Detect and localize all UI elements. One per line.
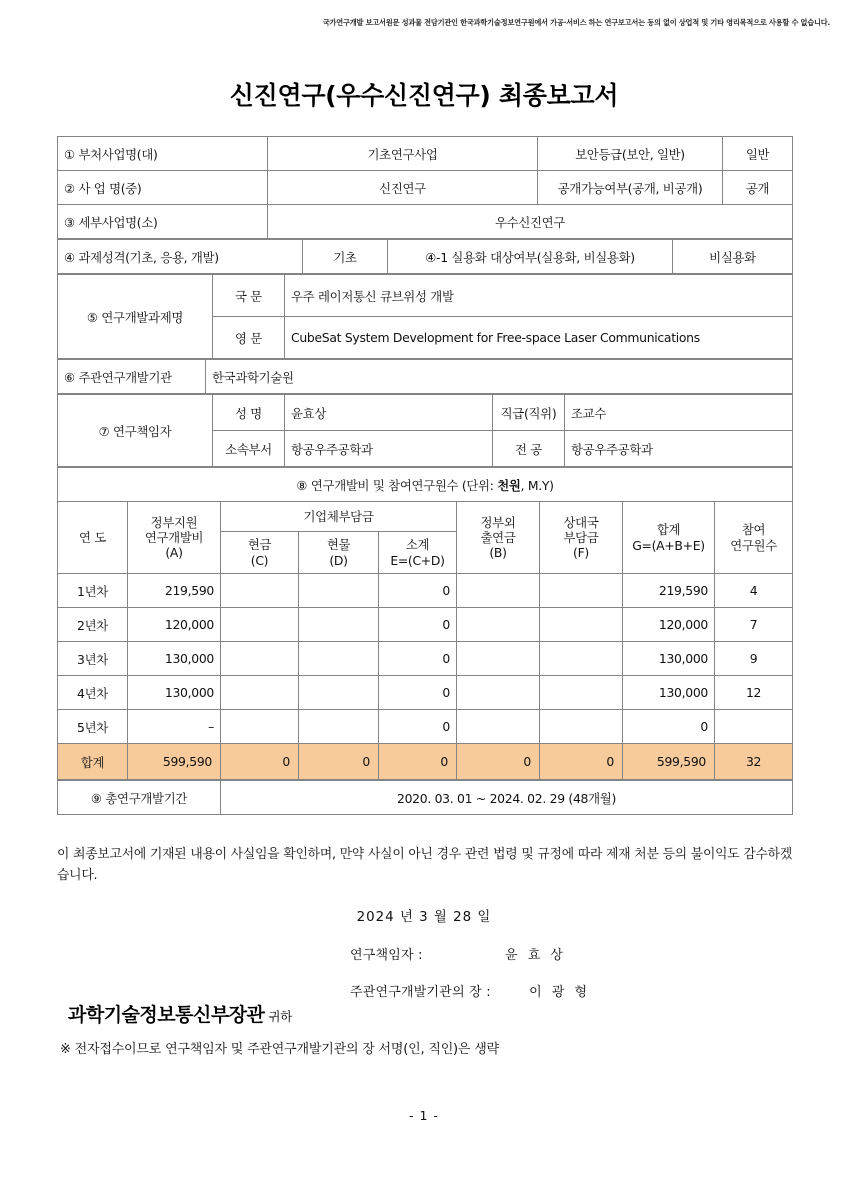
cell-researchers: 7 xyxy=(715,608,793,642)
page-number: - 1 - xyxy=(409,1108,439,1123)
table-row-detail-program xyxy=(58,205,793,239)
cell-gov-support: 219,590 xyxy=(128,574,221,608)
label-detail-program: ③ 세부사업명(소) xyxy=(58,205,268,239)
minister-honorific: 귀하 xyxy=(268,1009,293,1024)
cell-total-gov-support: 599,590 xyxy=(128,744,221,780)
institution-signature-row xyxy=(350,981,590,1000)
cell-total-subtotal: 0 xyxy=(379,744,457,780)
cell-year: 5년차 xyxy=(58,710,128,744)
label-research-period: ⑨ 총연구개발기간 xyxy=(58,781,221,815)
cell-total-nongov: 0 xyxy=(457,744,540,780)
header-inkind-line2: (D) xyxy=(329,552,348,568)
table-row-ministry-program xyxy=(58,137,793,171)
label-pi-position: 직급(직위) xyxy=(493,395,565,431)
header-grand-total xyxy=(623,502,715,574)
header-gov-support-line1: 정부지원 xyxy=(150,514,198,530)
cell-inkind xyxy=(299,642,379,676)
table-row-project-title-korean xyxy=(58,275,793,317)
cell-nongov xyxy=(457,642,540,676)
cell-partner xyxy=(540,642,623,676)
header-partner-line1: 상대국 xyxy=(563,514,599,530)
general-info-table xyxy=(57,136,793,239)
value-english-title: CubeSat System Development for Free-space Laser Communications xyxy=(285,317,793,359)
label-project-title: ⑤ 연구개발과제명 xyxy=(58,275,213,359)
budget-caption-row xyxy=(58,468,793,502)
cell-nongov xyxy=(457,710,540,744)
budget-table xyxy=(57,467,793,780)
label-ministry-program: ① 부처사업명(대) xyxy=(58,137,268,171)
header-partner-line3: (F) xyxy=(573,545,589,561)
label-disclosure: 공개가능여부(공개, 비공개) xyxy=(538,171,723,205)
confirmation-statement: 이 최종보고서에 기재된 내용이 사실임을 확인하며, 만약 사실이 아닌 경우 관련 법령 및 규정에 따라 제재 처분 등의 불이익도 감수하겠습니다. xyxy=(57,847,792,883)
institution-head-name: 이 광 형 xyxy=(529,985,591,1000)
cell-nongov xyxy=(457,574,540,608)
header-nongov-line3: (B) xyxy=(489,545,507,561)
label-english-title: 영 문 xyxy=(213,317,285,359)
cell-researchers: 9 xyxy=(715,642,793,676)
cell-partner xyxy=(540,574,623,608)
page-title: 신진연구(우수신진연구) 최종보고서 xyxy=(229,81,619,110)
budget-header-row-1 xyxy=(58,502,793,532)
value-ministry-program: 기초연구사업 xyxy=(268,137,538,171)
cell-subtotal: 0 xyxy=(379,574,457,608)
cell-partner xyxy=(540,608,623,642)
cell-cash xyxy=(221,642,299,676)
cell-researchers: 12 xyxy=(715,676,793,710)
header-inkind-line1: 현물 xyxy=(326,537,351,553)
signature-date: 2024 년 3 월 28 일 xyxy=(356,910,492,925)
header-grand-total-line1: 합계 xyxy=(656,522,681,538)
header-cash-line1: 현금 xyxy=(247,537,272,553)
report-cover-sheet xyxy=(57,136,792,815)
header-year: 연 도 xyxy=(58,502,128,574)
table-row-pi-name xyxy=(58,395,793,431)
cell-total-inkind: 0 xyxy=(299,744,379,780)
electronic-submission-note: ※ 전자접수이므로 연구책임자 및 주관연구개발기관의 장 서명(인, 직인)은 생략 xyxy=(60,1042,499,1057)
value-project-character: 기초 xyxy=(303,240,388,274)
project-title-table xyxy=(57,274,793,359)
cell-year: 3년차 xyxy=(58,642,128,676)
header-grand-total-line2: G=(A+B+E) xyxy=(632,537,705,553)
cell-total-year: 합계 xyxy=(58,744,128,780)
cell-cash xyxy=(221,574,299,608)
cell-total-partner: 0 xyxy=(540,744,623,780)
cell-researchers: 4 xyxy=(715,574,793,608)
cell-nongov xyxy=(457,676,540,710)
value-disclosure: 공개 xyxy=(723,171,793,205)
cell-subtotal: 0 xyxy=(379,642,457,676)
header-subtotal xyxy=(379,532,457,574)
institution-table xyxy=(57,359,793,394)
header-researchers xyxy=(715,502,793,574)
header-nongov-contribution xyxy=(457,502,540,574)
header-partner-contribution xyxy=(540,502,623,574)
pi-table xyxy=(57,394,793,467)
header-inkind xyxy=(299,532,379,574)
header-subtotal-line1: 소계 xyxy=(405,537,430,553)
label-pi-dept: 소속부서 xyxy=(213,431,285,467)
table-row-host-institution xyxy=(58,360,793,394)
cell-inkind xyxy=(299,710,379,744)
research-period-table xyxy=(57,780,793,815)
cell-researchers xyxy=(715,710,793,744)
minister-title: 과학기술정보통신부장관 xyxy=(68,1004,265,1026)
project-character-table xyxy=(57,239,793,274)
cell-subtotal: 0 xyxy=(379,710,457,744)
label-practical-use: ④-1 실용화 대상여부(실용화, 비실용화) xyxy=(388,240,673,274)
table-row xyxy=(58,710,793,744)
cell-cash xyxy=(221,608,299,642)
cell-total-researchers: 32 xyxy=(715,744,793,780)
header-gov-support xyxy=(128,502,221,574)
pi-signature-label: 연구책임자 : xyxy=(350,948,423,963)
header-partner-line2: 부담금 xyxy=(563,529,599,545)
cell-cash xyxy=(221,676,299,710)
header-gov-support-line2: 연구개발비 xyxy=(144,529,204,545)
table-row-project-character xyxy=(58,240,793,274)
header-subtotal-line2: E=(C+D) xyxy=(390,552,445,568)
label-pi-major: 전 공 xyxy=(493,431,565,467)
header-researchers-line2: 연구원수 xyxy=(730,537,777,553)
label-project-character: ④ 과제성격(기초, 응용, 개발) xyxy=(58,240,303,274)
value-pi-position: 조교수 xyxy=(565,395,793,431)
table-row xyxy=(58,642,793,676)
value-pi-major: 항공우주공학과 xyxy=(565,431,793,467)
cell-subtotal: 0 xyxy=(379,676,457,710)
label-pi: ⑦ 연구책임자 xyxy=(58,395,213,467)
value-host-institution: 한국과학기술원 xyxy=(206,360,793,394)
cell-cash xyxy=(221,710,299,744)
header-cash xyxy=(221,532,299,574)
label-program-name: ② 사 업 명(중) xyxy=(58,171,268,205)
cell-gov-support: – xyxy=(128,710,221,744)
cell-total: 0 xyxy=(623,710,715,744)
header-cash-line2: (C) xyxy=(250,552,269,568)
minister-addressee xyxy=(68,1000,292,1027)
value-pi-dept: 항공우주공학과 xyxy=(285,431,493,467)
cell-partner xyxy=(540,710,623,744)
label-pi-name: 성 명 xyxy=(213,395,285,431)
table-row xyxy=(58,608,793,642)
table-row-research-period xyxy=(58,781,793,815)
value-detail-program: 우수신진연구 xyxy=(268,205,793,239)
pi-signature-name: 윤 효 상 xyxy=(505,948,566,963)
institution-signature-label: 주관연구개발기관의 장 : xyxy=(350,985,491,1000)
budget-caption-suffix: , M.Y) xyxy=(520,477,554,493)
value-research-period: 2020. 03. 01 ~ 2024. 02. 29 (48개월) xyxy=(221,781,793,815)
value-pi-name: 윤효상 xyxy=(285,395,493,431)
cell-gov-support: 120,000 xyxy=(128,608,221,642)
label-host-institution: ⑥ 주관연구개발기관 xyxy=(58,360,206,394)
header-company-contribution-group: 기업체부담금 xyxy=(221,502,457,532)
cell-gov-support: 130,000 xyxy=(128,676,221,710)
cell-subtotal: 0 xyxy=(379,608,457,642)
budget-caption-prefix: ⑧ 연구개발비 및 참여연구원수 (단위: xyxy=(296,477,498,493)
header-researchers-line1: 참여 xyxy=(741,522,766,538)
cell-nongov xyxy=(457,608,540,642)
table-row-total xyxy=(58,744,793,780)
header-gov-support-line3: (A) xyxy=(165,545,183,561)
table-row xyxy=(58,676,793,710)
label-security-grade: 보안등급(보안, 일반) xyxy=(538,137,723,171)
table-row xyxy=(58,574,793,608)
budget-caption xyxy=(58,468,793,502)
table-row-program-name xyxy=(58,171,793,205)
budget-caption-unit: 천원 xyxy=(497,477,521,493)
value-program-name: 신진연구 xyxy=(268,171,538,205)
cell-total: 130,000 xyxy=(623,676,715,710)
cell-total: 219,590 xyxy=(623,574,715,608)
cell-year: 1년차 xyxy=(58,574,128,608)
cell-year: 4년차 xyxy=(58,676,128,710)
cell-gov-support: 130,000 xyxy=(128,642,221,676)
cell-inkind xyxy=(299,574,379,608)
header-nongov-line2: 출연금 xyxy=(480,529,516,545)
header-nongov-line1: 정부외 xyxy=(480,514,516,530)
cell-partner xyxy=(540,676,623,710)
cell-inkind xyxy=(299,676,379,710)
value-practical-use: 비실용화 xyxy=(673,240,793,274)
cell-total: 130,000 xyxy=(623,642,715,676)
cell-inkind xyxy=(299,608,379,642)
label-korean-title: 국 문 xyxy=(213,275,285,317)
cell-total-grand: 599,590 xyxy=(623,744,715,780)
value-korean-title: 우주 레이저통신 큐브위성 개발 xyxy=(285,275,793,317)
cell-year: 2년차 xyxy=(58,608,128,642)
value-security-grade: 일반 xyxy=(723,137,793,171)
pi-signature-row xyxy=(350,944,566,963)
cell-total: 120,000 xyxy=(623,608,715,642)
copyright-notice: 국가연구개발 보고서원문 성과물 전담기관인 한국과학기술정보연구원에서 가공·서비스 하는 연구보고서는 동의 없이 상업적 및 기타 영리목적으로 사용할 수 없습니다. xyxy=(322,18,830,27)
cell-total-cash: 0 xyxy=(221,744,299,780)
